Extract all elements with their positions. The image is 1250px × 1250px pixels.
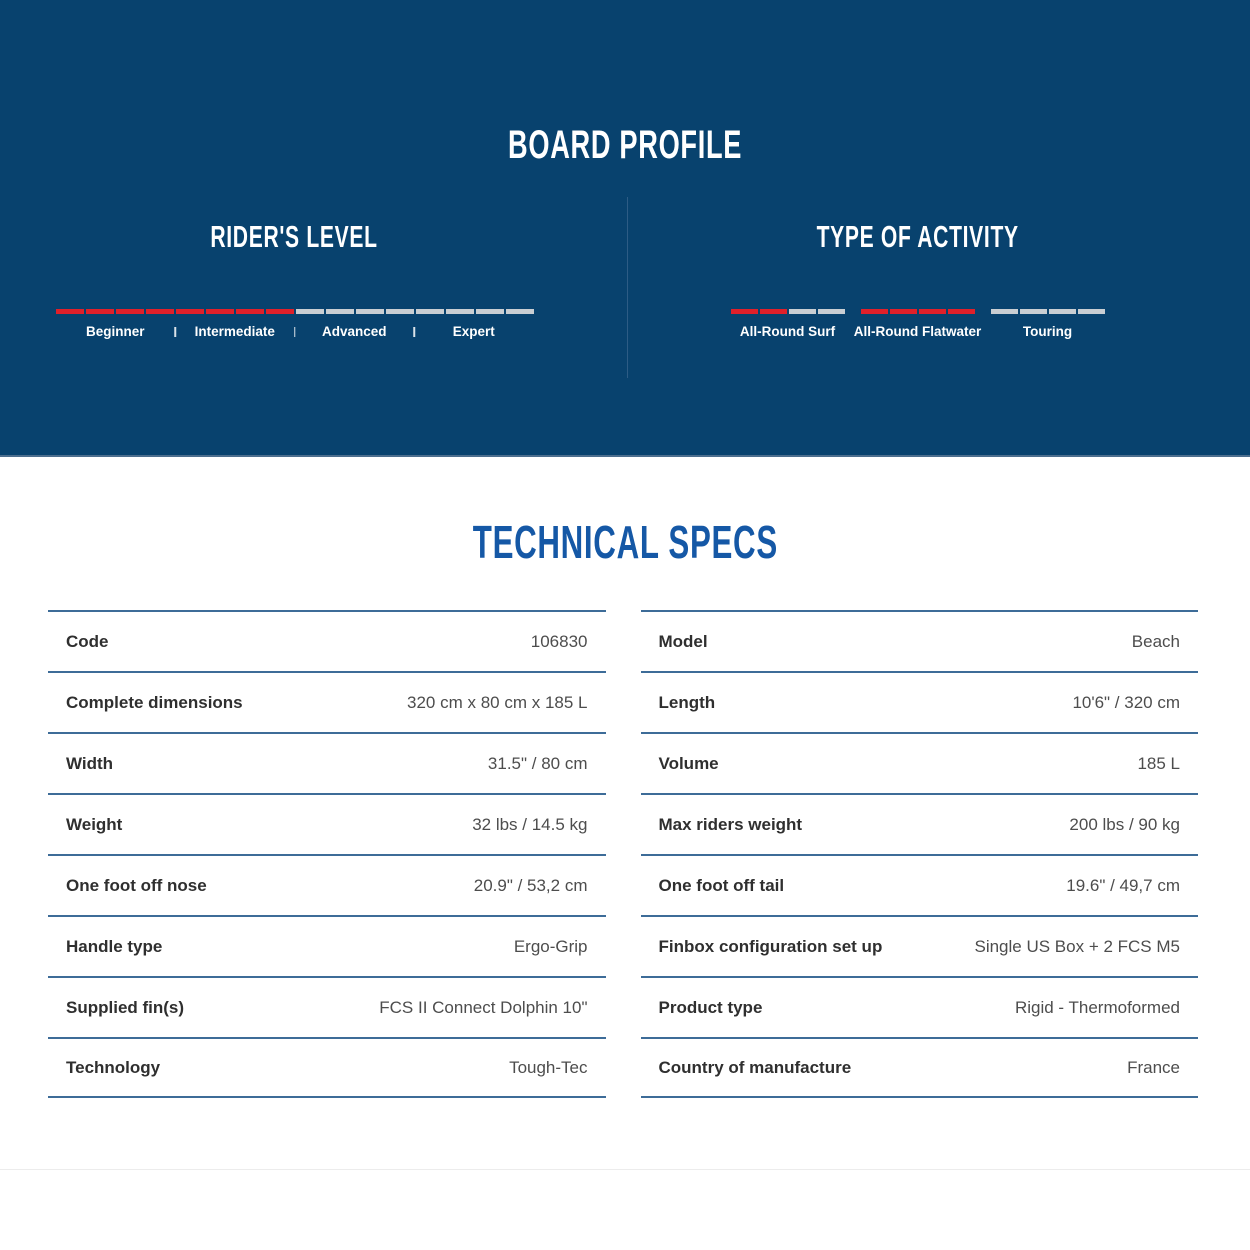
spec-row [48, 854, 606, 915]
level-segment [206, 309, 234, 314]
spec-value: Single US Box + 2 FCS M5 [974, 936, 1180, 956]
spec-label: Volume [658, 753, 719, 773]
specs-table-right [641, 610, 1199, 1098]
spec-row [48, 610, 606, 671]
riders-level-title-text: RIDER'S LEVEL [210, 219, 379, 254]
activity-segment [818, 309, 845, 314]
spec-value: France [1127, 1057, 1180, 1077]
spec-row [641, 671, 1199, 732]
riders-level-panel [0, 221, 625, 340]
technical-specs-title-text: TECHNICAL SPECS [472, 516, 778, 568]
activity-title-text: TYPE OF ACTIVITY [816, 219, 1019, 254]
specs-tables [48, 610, 1198, 1098]
activity-item [991, 309, 1105, 340]
spec-value: 185 L [1137, 753, 1180, 773]
spec-value: Beach [1131, 631, 1180, 651]
spec-value: 20.9" / 53,2 cm [473, 875, 588, 895]
level-segment [506, 309, 534, 314]
spec-row [48, 671, 606, 732]
spec-value: 320 cm x 80 cm x 185 L [407, 692, 588, 712]
level-separator [174, 327, 176, 337]
activity-segment [1049, 309, 1076, 314]
level-segment [266, 309, 294, 314]
spec-label: Product type [658, 997, 763, 1017]
spec-label: Model [658, 631, 708, 651]
spec-value: Tough-Tec [509, 1057, 588, 1077]
level-label: Beginner [85, 324, 145, 339]
level-segment [116, 309, 144, 314]
level-segment [416, 309, 444, 314]
activity-title [625, 221, 1210, 252]
level-segment [56, 309, 84, 314]
bottom-divider [0, 1169, 1250, 1170]
spec-row [641, 915, 1199, 976]
spec-row [48, 915, 606, 976]
activity-segment [919, 309, 946, 314]
riders-level-title [0, 221, 589, 252]
activity-segment [789, 309, 816, 314]
spec-value: 106830 [530, 631, 588, 651]
activity-bar [991, 309, 1105, 314]
spec-label: Technology [66, 1057, 161, 1077]
activity-segment [861, 309, 888, 314]
spec-label: Length [658, 692, 716, 712]
activity-label: All-Round Flatwater [853, 324, 982, 339]
level-segment [326, 309, 354, 314]
spec-value: 200 lbs / 90 kg [1069, 814, 1180, 834]
level-separator [413, 327, 415, 337]
level-segment [296, 309, 324, 314]
spec-label: One foot off nose [66, 875, 207, 895]
level-segment [146, 309, 174, 314]
riders-level-labels [56, 324, 534, 340]
spec-label: Supplied fin(s) [66, 997, 185, 1017]
spec-row [641, 854, 1199, 915]
spec-value: 19.6" / 49,7 cm [1066, 875, 1180, 895]
level-label: Intermediate [194, 324, 275, 339]
spec-label: Max riders weight [658, 814, 803, 834]
spec-label: Country of manufacture [658, 1057, 852, 1077]
riders-level-bar [56, 309, 534, 314]
activity-segment [1078, 309, 1105, 314]
spec-value: Rigid - Thermoformed [1014, 997, 1180, 1017]
activity-label: All-Round Surf [739, 324, 836, 339]
spec-label: Complete dimensions [66, 692, 243, 712]
spec-value: 31.5" / 80 cm [487, 753, 588, 773]
spec-value: Ergo-Grip [513, 936, 588, 956]
activity-label: Touring [1022, 324, 1073, 339]
level-segment [386, 309, 414, 314]
spec-value: 10'6" / 320 cm [1072, 692, 1180, 712]
activity-segment [991, 309, 1018, 314]
activity-segment [1020, 309, 1047, 314]
activity-panel [625, 221, 1250, 340]
level-segment [86, 309, 114, 314]
board-profile-section [0, 0, 1250, 457]
activity-segment [760, 309, 787, 314]
spec-row [641, 976, 1199, 1037]
level-separator [294, 327, 296, 337]
spec-row [48, 732, 606, 793]
activity-segment [890, 309, 917, 314]
level-label: Expert [452, 324, 495, 339]
spec-row [641, 1037, 1199, 1098]
specs-table-left [48, 610, 606, 1098]
spec-label: Code [66, 631, 109, 651]
level-label: Advanced [321, 324, 387, 339]
activity-segment [948, 309, 975, 314]
level-segment [236, 309, 264, 314]
level-segment [446, 309, 474, 314]
spec-row [641, 793, 1199, 854]
activity-groups [625, 309, 1210, 340]
spec-row [48, 793, 606, 854]
spec-label: One foot off tail [658, 875, 785, 895]
spec-label: Finbox configuration set up [658, 936, 883, 956]
technical-specs-title [0, 516, 1250, 568]
activity-item [853, 309, 982, 340]
level-segment [356, 309, 384, 314]
activity-bar [731, 309, 845, 314]
spec-row [641, 610, 1199, 671]
board-profile-title [0, 125, 1250, 165]
spec-value: 32 lbs / 14.5 kg [472, 814, 588, 834]
spec-label: Weight [66, 814, 123, 834]
spec-label: Width [66, 753, 114, 773]
spec-label: Handle type [66, 936, 163, 956]
spec-row [48, 976, 606, 1037]
activity-bar [861, 309, 975, 314]
spec-value: FCS II Connect Dolphin 10" [379, 997, 588, 1017]
board-profile-title-text: BOARD PROFILE [507, 123, 743, 167]
activity-item [731, 309, 845, 340]
spec-row [48, 1037, 606, 1098]
spec-row [641, 732, 1199, 793]
profile-row [0, 221, 1250, 340]
technical-specs-section [0, 457, 1250, 1170]
level-segment [476, 309, 504, 314]
level-segment [176, 309, 204, 314]
activity-segment [731, 309, 758, 314]
vertical-divider [627, 197, 628, 378]
